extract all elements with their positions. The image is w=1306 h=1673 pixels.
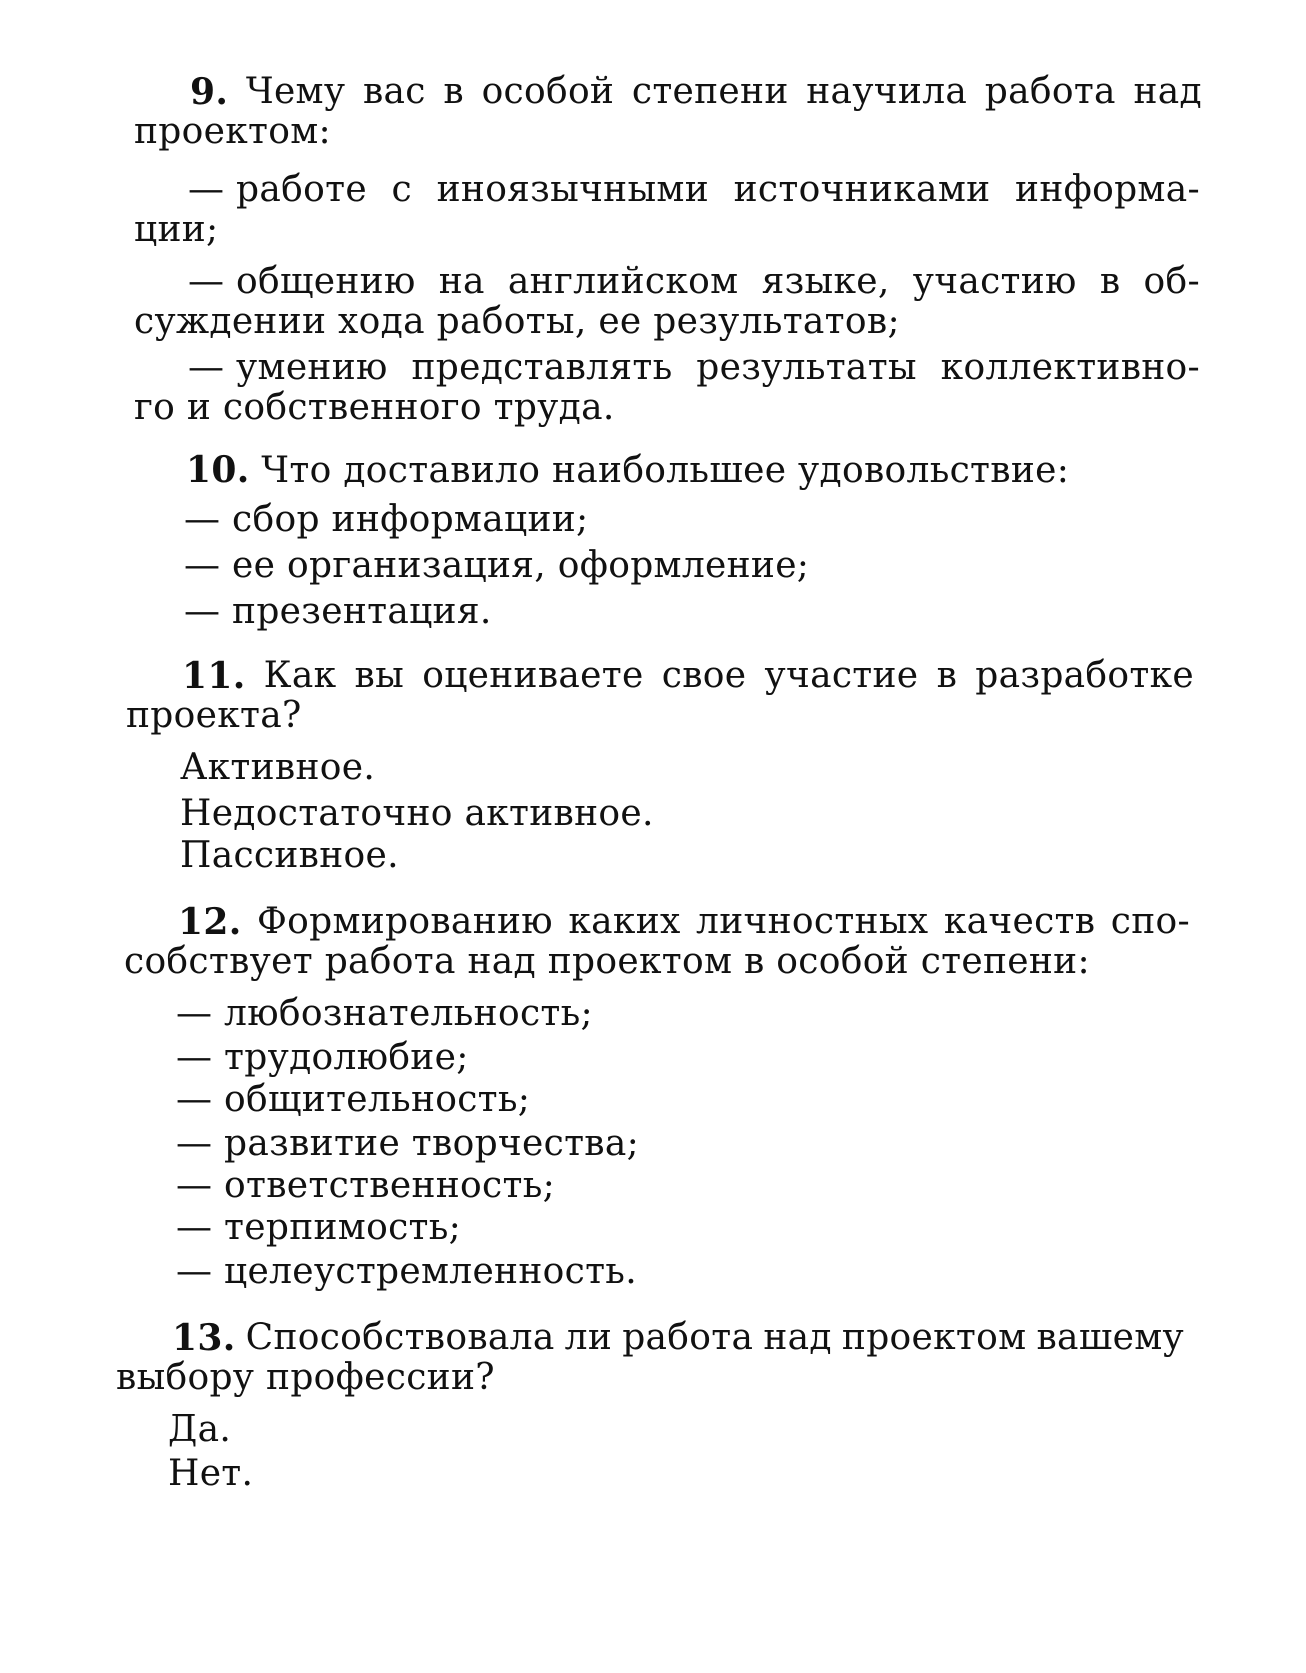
- q11-word: оцениваете: [422, 655, 644, 696]
- q13-line-2: выбору профессии?: [116, 1357, 495, 1398]
- q9-option-3-line-2: го и собственного труда.: [134, 387, 615, 428]
- q11-answer: Пассивное.: [180, 835, 399, 876]
- q12-option: — любознательность;: [176, 993, 593, 1034]
- q9-option-word: коллективно-: [940, 347, 1200, 388]
- q11-word: вы: [354, 655, 405, 696]
- q9-number: 9.: [190, 71, 229, 113]
- q9-word: в: [443, 71, 464, 112]
- q12-option: — развитие творчества;: [176, 1123, 640, 1164]
- q9-word: вас: [362, 71, 426, 112]
- q13-line-1: [172, 1318, 1184, 1358]
- q9-word: степени: [631, 71, 789, 112]
- q11-word: участие: [764, 655, 919, 696]
- q9-word: над: [1133, 71, 1202, 112]
- q13-word: Способствовала: [245, 1317, 555, 1358]
- q9-line-2: проектом:: [134, 111, 331, 152]
- q11-line-1: [182, 656, 1194, 696]
- q12-option: — трудолюбие;: [176, 1037, 469, 1078]
- q9-word: особой: [481, 71, 615, 112]
- q13-number: 13.: [172, 1317, 236, 1359]
- q12-line-1: [178, 902, 1190, 942]
- q9-option-word: — умению: [188, 347, 388, 388]
- q9-option-word: в: [1099, 261, 1121, 302]
- q9-word: Чему: [245, 71, 346, 112]
- q10-number: 10.: [186, 449, 250, 491]
- q12-word: Формированию: [256, 901, 553, 942]
- q9-option-word: английском: [507, 261, 739, 302]
- q11-word: в: [936, 655, 958, 696]
- q9-option-1-line-2: ции;: [134, 209, 219, 250]
- q13-word: ли: [564, 1317, 613, 1358]
- q13-word: над: [763, 1317, 832, 1358]
- q10-line: [186, 450, 1069, 491]
- q13-word: вашему: [1036, 1317, 1184, 1358]
- q11-word: свое: [661, 655, 747, 696]
- q10-text: Что доставило наибольшее удовольствие:: [261, 450, 1070, 491]
- q9-option-1-line-1: [188, 170, 1200, 210]
- q12-word: качеств: [943, 901, 1096, 942]
- q9-word: работа: [984, 71, 1116, 112]
- q9-option-word: участию: [912, 261, 1077, 302]
- q13-word: работа: [622, 1317, 754, 1358]
- q9-option-word: информа-: [1015, 169, 1200, 210]
- q12-number: 12.: [178, 901, 242, 943]
- q9-option-word: с: [391, 169, 412, 210]
- q12-word: каких: [568, 901, 681, 942]
- q9-option-word: — общению: [188, 261, 416, 302]
- q9-option-word: представлять: [411, 347, 673, 388]
- q12-option: — терпимость;: [176, 1207, 462, 1248]
- q9-option-3-line-1: [188, 348, 1200, 388]
- q13-word: проектом: [841, 1317, 1027, 1358]
- q10-option: — ее организация, оформление;: [184, 545, 810, 586]
- q11-line-2: проекта?: [126, 695, 302, 736]
- q11-answer: Активное.: [180, 747, 376, 788]
- q9-option-word: на: [438, 261, 485, 302]
- q9-option-2-line-1: [188, 262, 1200, 302]
- q9-word: научила: [806, 71, 968, 112]
- q11-number: 11.: [182, 655, 246, 697]
- q11-word: Как: [263, 655, 337, 696]
- q10-option: — сбор информации;: [184, 499, 589, 540]
- q13-answer: Да.: [168, 1409, 232, 1450]
- q10-option: — презентация.: [184, 591, 492, 632]
- q9-option-word: иноязычными: [436, 169, 710, 210]
- q11-word: разработке: [975, 655, 1194, 696]
- q9-option-word: об-: [1143, 261, 1200, 302]
- q9-option-word: — работе: [188, 169, 367, 210]
- q9-option-2-line-2: суждении хода работы, ее результатов;: [134, 301, 900, 342]
- q9-option-word: результаты: [696, 347, 917, 388]
- q9-option-word: языке,: [761, 261, 890, 302]
- q11-answer: Недостаточно активное.: [180, 793, 654, 834]
- q9-option-word: источниками: [733, 169, 991, 210]
- q12-word: личностных: [696, 901, 929, 942]
- q12-option: — целеустремленность.: [176, 1251, 637, 1292]
- q13-answer: Нет.: [168, 1453, 254, 1494]
- q12-line-2: собствует работа над проектом в особой степени:: [124, 941, 1090, 982]
- q12-word: спо-: [1110, 901, 1190, 942]
- q9-line-1: [190, 72, 1202, 112]
- q12-option: — ответственность;: [176, 1165, 556, 1206]
- q12-option: — общительность;: [176, 1079, 531, 1120]
